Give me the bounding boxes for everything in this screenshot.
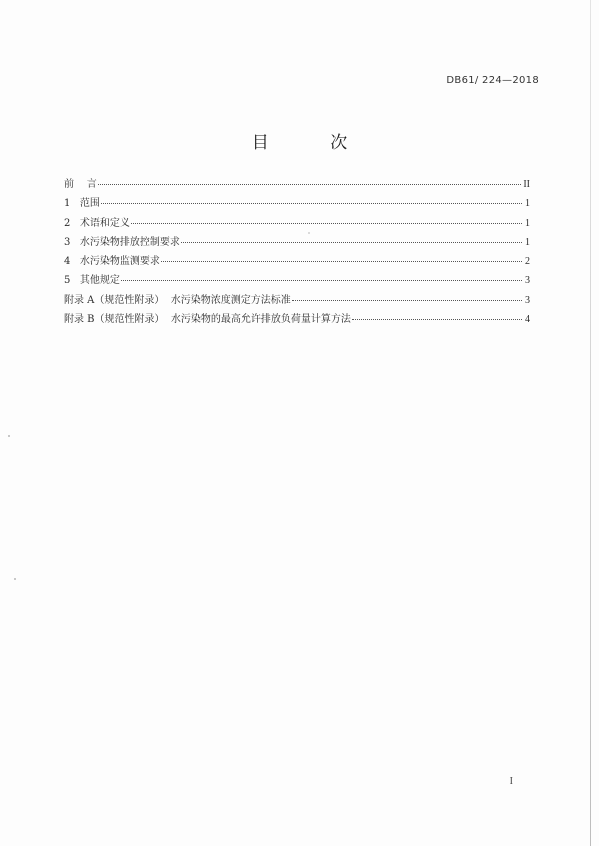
toc-entry-label: 4 水污染物监测要求: [64, 256, 160, 268]
toc-entry-label: 3 水污染物排放控制要求: [64, 236, 180, 248]
toc-entry-appendix-b[interactable]: [64, 310, 530, 329]
page-title: 目 次: [251, 133, 376, 153]
dot-leader: [131, 223, 522, 224]
table-of-contents: [64, 175, 530, 329]
toc-entry-foreword[interactable]: [64, 175, 530, 194]
dot-leader: [101, 203, 522, 204]
dot-leader: [292, 300, 522, 301]
toc-entry-page: 1: [525, 217, 530, 229]
toc-entry-page: 1: [525, 236, 530, 248]
scan-speck: [14, 578, 16, 580]
toc-entry-page: 1: [525, 198, 530, 210]
toc-entry-terms[interactable]: [64, 214, 530, 233]
dot-leader: [121, 280, 522, 281]
dot-leader: [161, 261, 522, 262]
toc-entry-label: 1 范围: [64, 198, 100, 210]
toc-entry-label: 5 其他规定: [64, 275, 120, 287]
toc-entry-scope[interactable]: [64, 194, 530, 213]
scan-speck: [308, 232, 310, 234]
scan-edge: [590, 0, 591, 846]
toc-entry-emission-control[interactable]: [64, 233, 530, 252]
toc-entry-page: 3: [525, 294, 530, 306]
toc-entry-other[interactable]: [64, 271, 530, 290]
toc-entry-page: 2: [525, 256, 530, 268]
toc-entry-label: 附录 B（规范性附录） 水污染物的最高允许排放负荷量计算方法: [64, 314, 351, 326]
dot-leader: [352, 319, 522, 320]
dot-leader: [98, 184, 522, 185]
toc-entry-monitoring[interactable]: [64, 252, 530, 271]
toc-entry-page: 3: [525, 275, 530, 287]
toc-entry-label: 附录 A（规范性附录） 水污染物浓度测定方法标准: [64, 294, 291, 306]
scan-speck: [8, 435, 10, 437]
dot-leader: [181, 242, 522, 243]
toc-entry-label: 前 言: [64, 179, 97, 190]
standard-code: DB61/ 224—2018: [446, 75, 539, 86]
toc-entry-appendix-a[interactable]: [64, 291, 530, 310]
toc-entry-label: 2 术语和定义: [64, 217, 130, 229]
toc-entry-page: II: [523, 179, 530, 190]
toc-entry-page: 4: [525, 314, 530, 326]
page-number: I: [509, 776, 513, 787]
